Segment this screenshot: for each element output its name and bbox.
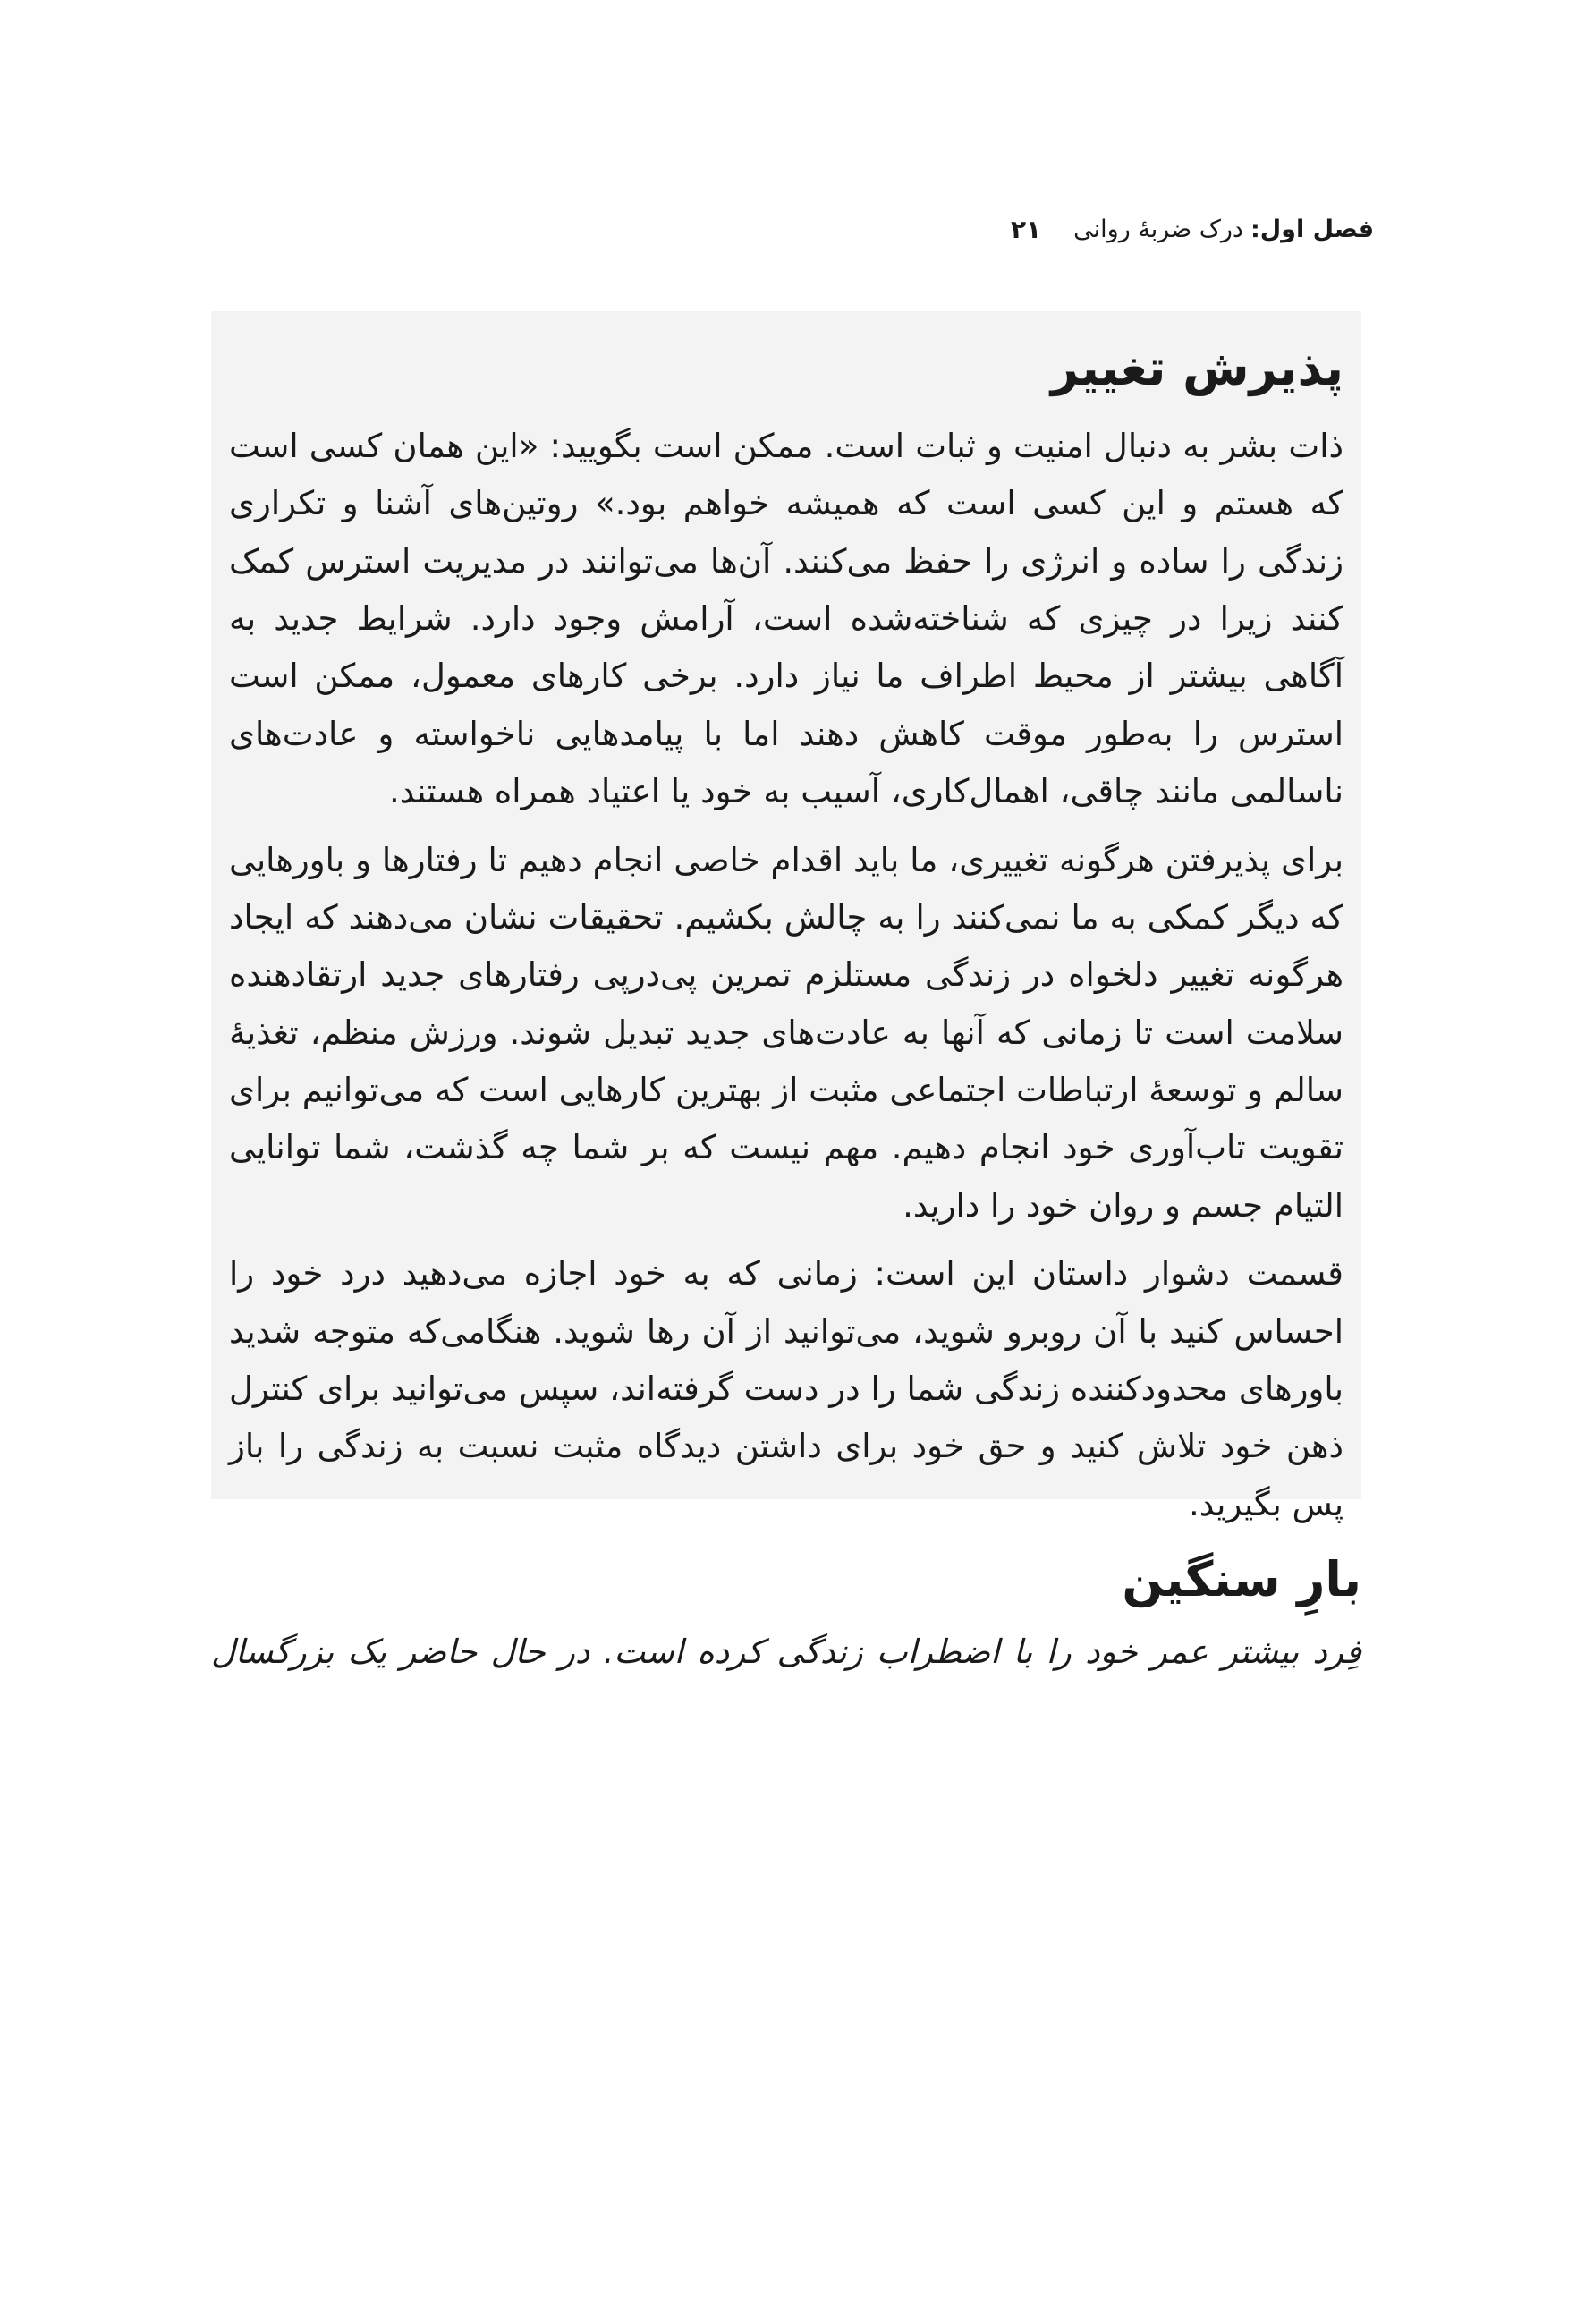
chapter-subtitle: درک ضربهٔ روانی — [1073, 215, 1243, 243]
section-paragraph: فِرد بیشتر عمر خود را با اضطراب زندگی کرده است. در حال حاضر یک بزرگسال — [211, 1632, 1361, 1671]
page-number: ۲۱ — [1010, 214, 1042, 244]
running-head — [211, 208, 1374, 250]
heavy-burden-section — [211, 1548, 1361, 1681]
box-title: پذیرش تغییر — [1050, 340, 1343, 396]
box-paragraph-1: ذات بشر به دنبال امنیت و ثبات است. ممکن است بگویید: «این همان کسی است که هستم و این کسی است که همیشه خواهم بود.» روتین‌های آشنا و تکراری زندگی را ساده و انرژی را حفظ می‌کنند. آن‌ها می‌توانند در مدیریت استرس کمک کنند زیرا در چیزی که شناخته‌شده است، آرامش وجود دارد. شرایط جدید به آگاهی بیشتر از محیط اطراف ما نیاز دارد. برخی کارهای معمول، ممکن است استرس را به‌طور موقت کاهش دهند اما با پیامدهایی ناخواسته و عادت‌های ناسالمی مانند چاقی، اهمال‌کاری، آسیب به خود یا اعتیاد همراه هستند. — [229, 426, 1343, 811]
box-paragraph-2: برای پذیرفتن هرگونه تغییری، ما باید اقدام خاصی انجام دهیم تا رفتارها و باورهایی که دیگر کمکی به ما نمی‌کنند را به چالش بکشیم. تحقیقات نشان می‌دهند که ایجاد هرگونه تغییر دلخواه در زندگی مستلزم تمرین پی‌درپی رفتارهای جدید ارتقادهنده سلامت است تا زمانی که آنها به عادت‌های جدید تبدیل شوند. ورزش منظم، تغذیهٔ سالم و توسعهٔ ارتباطات اجتماعی مثبت از بهترین کارهایی است که می‌توانیم برای تقویت تاب‌آوری خود انجام دهیم. مهم نیست که بر شما چه گذشت، شما توانایی التیام جسم و روان خود را دارید. — [229, 840, 1343, 1225]
accepting-change-box — [211, 311, 1361, 1523]
section-title: بارِ سنگین — [1122, 1551, 1361, 1607]
chapter-label: فصل اول: — [1250, 215, 1374, 243]
box-paragraph-3: قسمت دشوار داستان این است: زمانی که به خود اجازه می‌دهید درد خود را احساس کنید با آن روبرو شوید، می‌توانید از آن رها شوید. هنگامی‌که متوجه شدید باورهای محدودکننده زندگی شما را در دست گرفته‌اند، سپس می‌توانید برای کنترل ذهن خود تلاش کنید و حق خود برای داشتن دیدگاه مثبت نسبت به زندگی را باز پس بگیرید. — [229, 1254, 1343, 1523]
